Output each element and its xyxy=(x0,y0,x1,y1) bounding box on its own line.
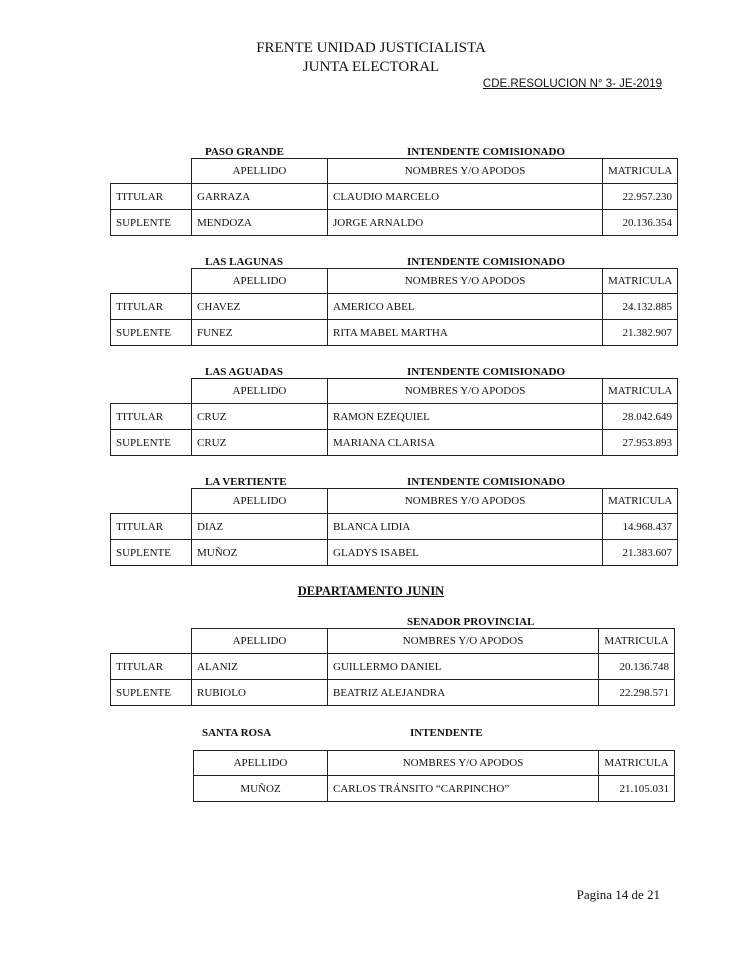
column-header-nombres: NOMBRES Y/O APODOS xyxy=(328,489,603,514)
matricula-cell: 20.136.354 xyxy=(603,210,678,236)
column-header-apellido: APELLIDO xyxy=(192,159,328,184)
candidates-table xyxy=(110,268,678,346)
blank-cell xyxy=(111,269,192,294)
resolution-reference: CDE.RESOLUCION N° 3- JE-2019 xyxy=(482,78,662,90)
table-row xyxy=(111,514,678,540)
document-title: FRENTE UNIDAD JUSTICIALISTA xyxy=(256,40,486,56)
column-header-apellido: APELLIDO xyxy=(192,489,328,514)
section-location-label: LA VERTIENTE xyxy=(205,476,287,488)
column-header-matricula: MATRICULA xyxy=(603,269,678,294)
table-row xyxy=(111,680,675,706)
blank-cell xyxy=(111,489,192,514)
matricula-cell: 22.298.571 xyxy=(599,680,675,706)
nombres-cell: RITA MABEL MARTHA xyxy=(328,320,603,346)
matricula-cell: 21.382.907 xyxy=(603,320,678,346)
table-row xyxy=(111,430,678,456)
intendente-table xyxy=(193,750,675,802)
apellido-cell: MUÑOZ xyxy=(192,540,328,566)
apellido-cell: CHAVEZ xyxy=(192,294,328,320)
matricula-cell: 21.383.607 xyxy=(603,540,678,566)
column-header-apellido: APELLIDO xyxy=(192,269,328,294)
role-cell: TITULAR xyxy=(111,514,192,540)
column-header-matricula: MATRICULA xyxy=(603,489,678,514)
blank-cell xyxy=(111,629,192,654)
apellido-cell: ALANIZ xyxy=(192,654,328,680)
role-cell: SUPLENTE xyxy=(111,210,192,236)
matricula-cell: 24.132.885 xyxy=(603,294,678,320)
role-cell: SUPLENTE xyxy=(111,680,192,706)
nombres-cell: BEATRIZ ALEJANDRA xyxy=(328,680,599,706)
nombres-cell: CARLOS TRÁNSITO “CARPINCHO” xyxy=(328,776,599,802)
role-cell: TITULAR xyxy=(111,654,192,680)
section-location-label: SANTA ROSA xyxy=(202,727,272,739)
nombres-cell: BLANCA LIDIA xyxy=(328,514,603,540)
section-position-label: SENADOR PROVINCIAL xyxy=(407,616,535,628)
column-header-matricula: MATRICULA xyxy=(603,159,678,184)
column-header-matricula: MATRICULA xyxy=(599,751,675,776)
matricula-cell: 28.042.649 xyxy=(603,404,678,430)
table-row xyxy=(111,184,678,210)
column-header-nombres: NOMBRES Y/O APODOS xyxy=(328,751,599,776)
apellido-cell: CRUZ xyxy=(192,430,328,456)
role-cell: SUPLENTE xyxy=(111,430,192,456)
section-position-label: INTENDENTE COMISIONADO xyxy=(407,366,565,378)
matricula-cell: 14.968.437 xyxy=(603,514,678,540)
nombres-cell: GLADYS ISABEL xyxy=(328,540,603,566)
apellido-cell: DIAZ xyxy=(192,514,328,540)
apellido-cell: MUÑOZ xyxy=(194,776,328,802)
apellido-cell: GARRAZA xyxy=(192,184,328,210)
table-row xyxy=(194,776,675,802)
nombres-cell: CLAUDIO MARCELO xyxy=(328,184,603,210)
role-cell: SUPLENTE xyxy=(111,320,192,346)
role-cell: TITULAR xyxy=(111,294,192,320)
role-cell: SUPLENTE xyxy=(111,540,192,566)
apellido-cell: CRUZ xyxy=(192,404,328,430)
role-cell: TITULAR xyxy=(111,184,192,210)
table-row xyxy=(111,404,678,430)
nombres-cell: RAMON EZEQUIEL xyxy=(328,404,603,430)
matricula-cell: 27.953.893 xyxy=(603,430,678,456)
role-cell: TITULAR xyxy=(111,404,192,430)
department-title: DEPARTAMENTO JUNIN xyxy=(297,584,445,598)
candidates-table xyxy=(110,488,678,566)
section-location-label: LAS LAGUNAS xyxy=(205,256,283,268)
nombres-cell: JORGE ARNALDO xyxy=(328,210,603,236)
section-position-label: INTENDENTE COMISIONADO xyxy=(407,146,565,158)
column-header-matricula: MATRICULA xyxy=(599,629,675,654)
matricula-cell: 21.105.031 xyxy=(599,776,675,802)
nombres-cell: AMERICO ABEL xyxy=(328,294,603,320)
column-header-apellido: APELLIDO xyxy=(192,379,328,404)
document-subtitle: JUNTA ELECTORAL xyxy=(302,59,440,75)
table-row xyxy=(111,320,678,346)
column-header-apellido: APELLIDO xyxy=(194,751,328,776)
table-row xyxy=(111,540,678,566)
column-header-nombres: NOMBRES Y/O APODOS xyxy=(328,269,603,294)
section-location-label: LAS AGUADAS xyxy=(205,366,283,378)
section-position-label: INTENDENTE COMISIONADO xyxy=(407,256,565,268)
section-position-label: INTENDENTE COMISIONADO xyxy=(407,476,565,488)
page-number: Pagina 14 de 21 xyxy=(576,887,660,902)
blank-cell xyxy=(111,159,192,184)
table-row xyxy=(111,294,678,320)
apellido-cell: RUBIOLO xyxy=(192,680,328,706)
candidates-table xyxy=(110,378,678,456)
candidates-table xyxy=(110,158,678,236)
apellido-cell: FUNEZ xyxy=(192,320,328,346)
senator-table xyxy=(110,628,675,706)
blank-cell xyxy=(111,379,192,404)
column-header-nombres: NOMBRES Y/O APODOS xyxy=(328,629,599,654)
section-location-label: PASO GRANDE xyxy=(205,146,284,158)
apellido-cell: MENDOZA xyxy=(192,210,328,236)
column-header-apellido: APELLIDO xyxy=(192,629,328,654)
section-position-label: INTENDENTE xyxy=(410,727,483,739)
matricula-cell: 20.136.748 xyxy=(599,654,675,680)
table-row xyxy=(111,654,675,680)
column-header-nombres: NOMBRES Y/O APODOS xyxy=(328,159,603,184)
matricula-cell: 22.957.230 xyxy=(603,184,678,210)
column-header-nombres: NOMBRES Y/O APODOS xyxy=(328,379,603,404)
nombres-cell: GUILLERMO DANIEL xyxy=(328,654,599,680)
nombres-cell: MARIANA CLARISA xyxy=(328,430,603,456)
column-header-matricula: MATRICULA xyxy=(603,379,678,404)
table-row xyxy=(111,210,678,236)
